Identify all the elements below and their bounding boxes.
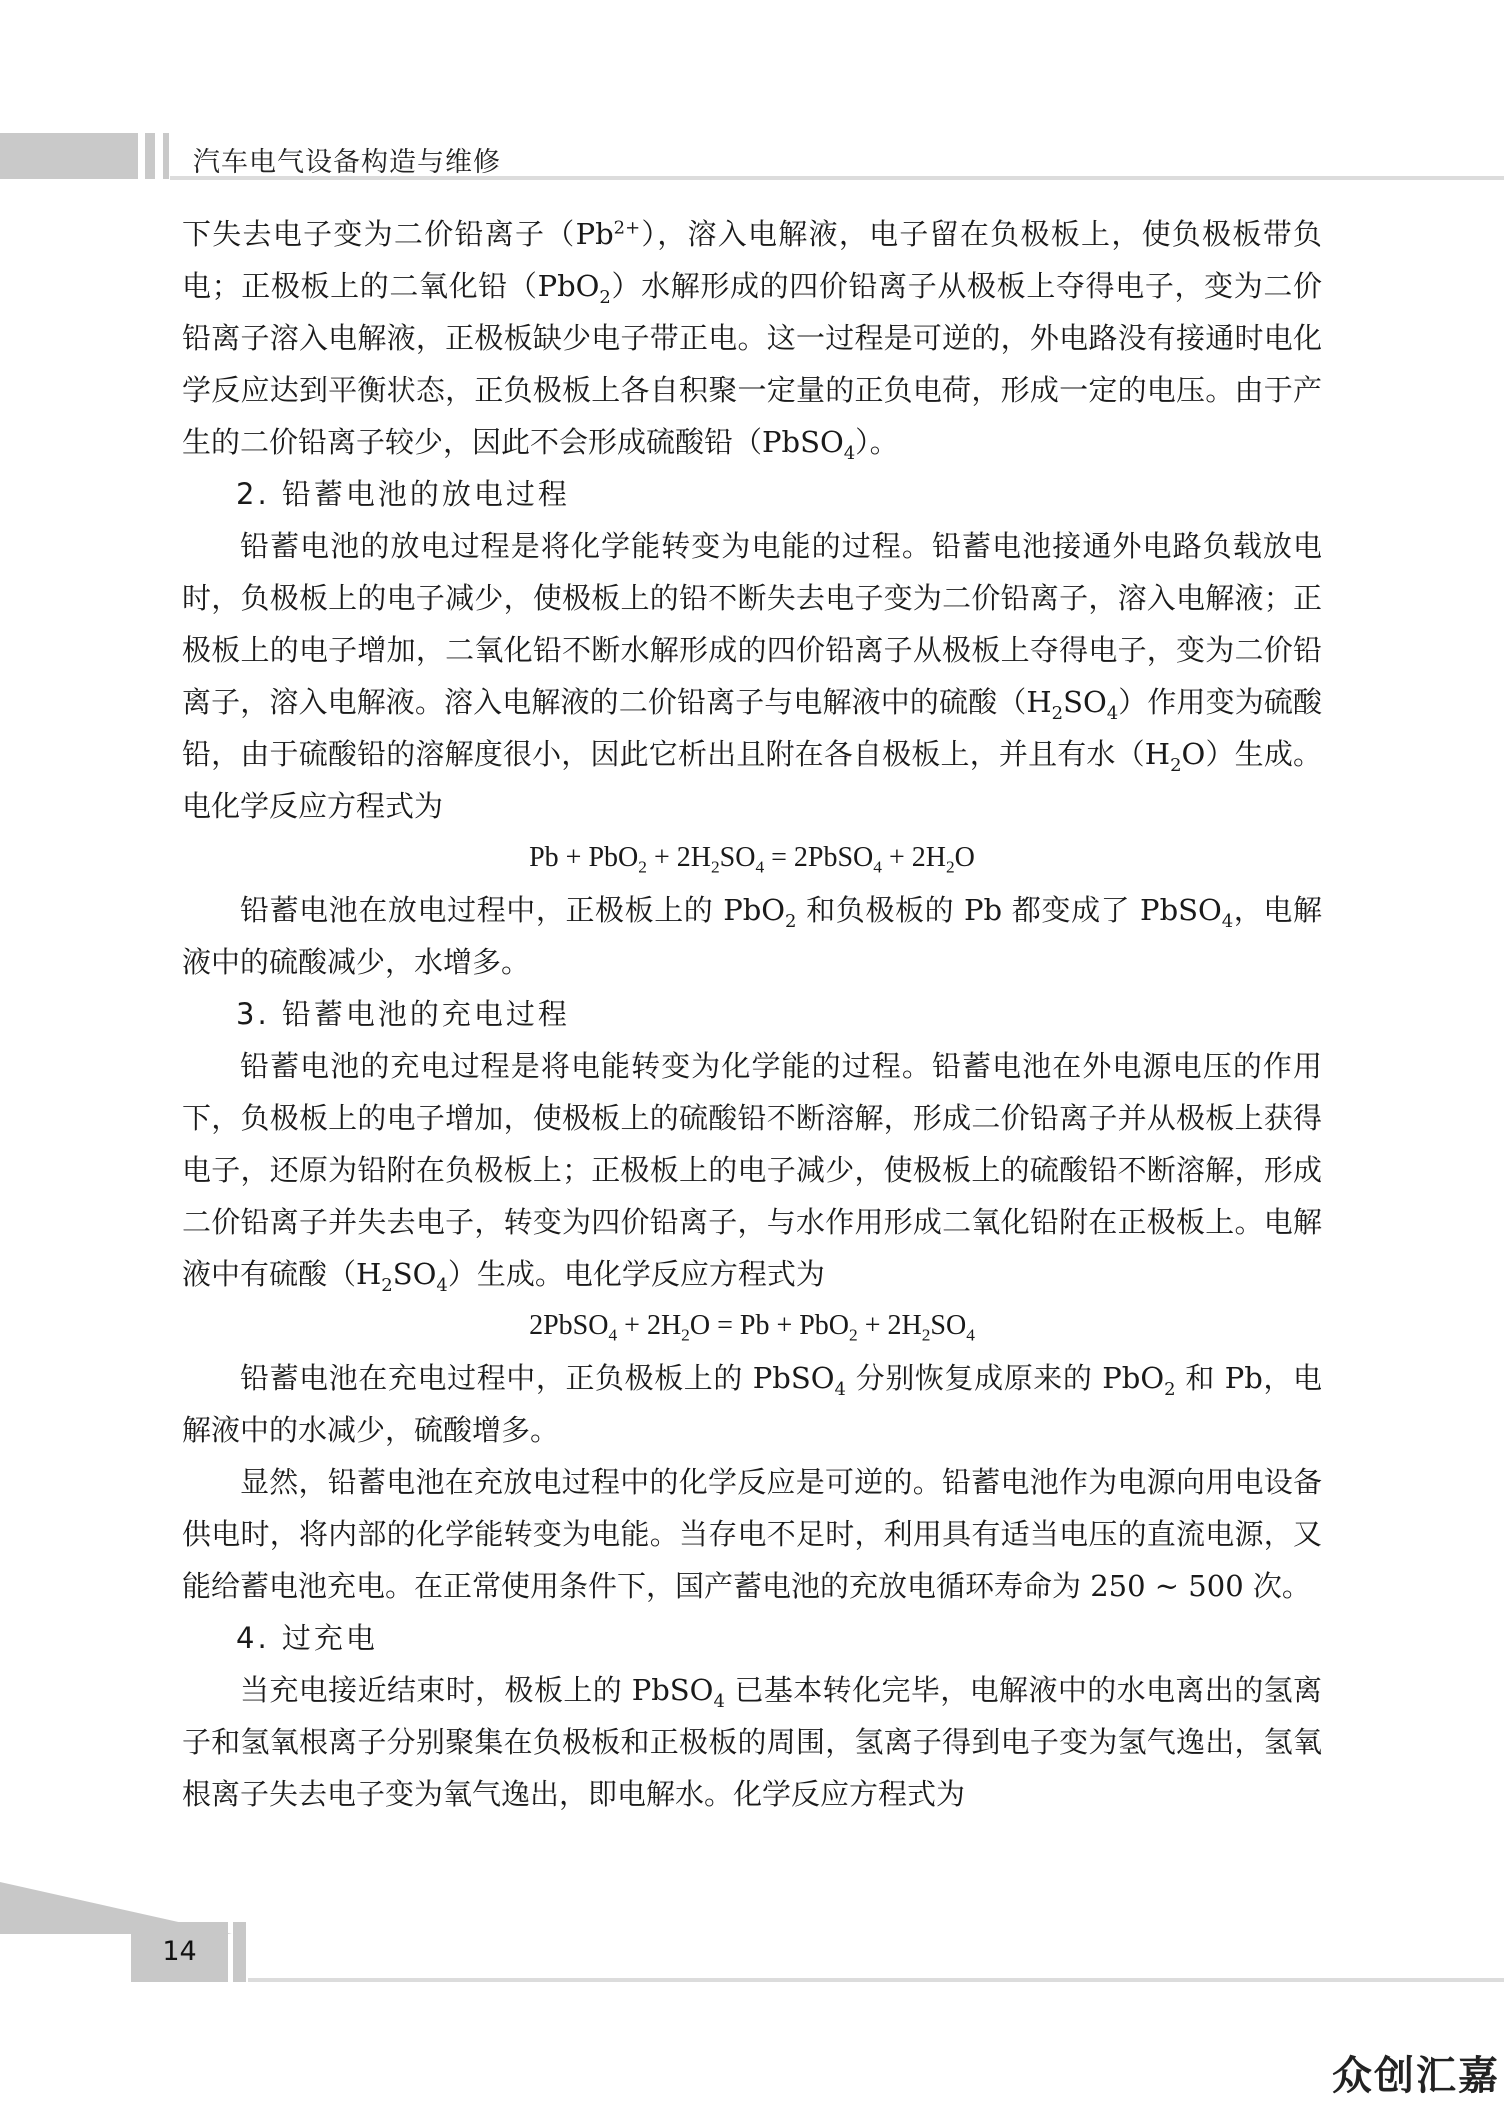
header-band-block bbox=[0, 133, 138, 179]
equation-discharge: $Pb + PbO_2 + 2H_2SO_4$ = 2PbSO$_4$ + $2H_2O$ bbox=[529, 842, 975, 877]
running-header-title: 汽车电气设备构造与维修 bbox=[193, 147, 501, 178]
section-heading-overcharge: 4. 过充电 bbox=[236, 1621, 378, 1655]
paragraph-overcharge: 当充电接近结束时，极板上的 PbSO$_4$ 已基本转化完毕，电解液中的水电离出的氢离子和氢氧根离子分别聚集在负极板和正极板的周围，氢离子得到电子变为氢气逸出，氢氧根离子失去电子变为氧气逸出，即电解水。化学反应方程式为 bbox=[182, 1673, 1322, 1811]
footer-bar bbox=[233, 1922, 246, 1982]
page-number: 14 bbox=[162, 1936, 197, 1967]
paragraph-cycle-life: 显然，铅蓄电池在充放电过程中的化学反应是可逆的。铅蓄电池作为电源向用电设备供电时，将内部的化学能转变为电能。当存电不足时，利用具有适当电压的直流电源，又能给蓄电池充电。在正常使用条件下，国产蓄电池的充放电循环寿命为 250 ~ 500 次。 bbox=[182, 1465, 1322, 1603]
section-heading-discharge: 2. 铅蓄电池的放电过程 bbox=[236, 477, 570, 511]
section-heading-charge: 3. 铅蓄电池的充电过程 bbox=[236, 997, 570, 1031]
paragraph-discharge: 铅蓄电池的放电过程是将化学能转变为电能的过程。铅蓄电池接通外电路负载放电时，负极板上的电子减少，使极板上的铅不断失去电子变为二价铅离子，溶入电解液；正极板上的电子增加，二氧化铅不断水解形成的四价铅离子从极板上夺得电子，变为二价铅离子，溶入电解液。溶入电解液的二价铅离子与电解液中的硫酸$(H_2SO_4)$作用变为硫酸铅，由于硫酸铅的溶解度很小，因此它析出且附在各自极板上，并且有水$(H_2O)$生成。电化学反应方程式为 bbox=[182, 529, 1322, 823]
paragraph-intro: 下失去电子变为二价铅离子$(Pb^{2+})$，溶入电解液，电子留在负极板上，使负极板带负电；正极板上的二氧化铅（PbO$_2$）水解形成的四价铅离子从极板上夺得电子，变为二价铅离子溶入电解液，正极板缺少电子带正电。这一过程是可逆的，外电路没有接通时电化学反应达到平衡状态，正负极板上各自积聚一定量的正负电荷，形成一定的电压。由于产生的二价铅离子较少，因此不会形成硫酸铅（PbSO$_4$）。 bbox=[182, 217, 1322, 464]
equation-charge: 2PbSO$_4$ + $2H_2O = Pb + PbO_2 + 2H_2SO_4$ bbox=[529, 1310, 975, 1345]
watermark-logo: 众创汇嘉 bbox=[1332, 2053, 1500, 2099]
footer-rule bbox=[248, 1978, 1504, 1982]
paragraph-charge-result: 铅蓄电池在充电过程中，正负极板上的 PbSO$_4$ 分别恢复成原来的 PbO$_2$ 和 Pb，电解液中的水减少，硫酸增多。 bbox=[182, 1361, 1323, 1447]
paragraph-discharge-result: 铅蓄电池在放电过程中，正极板上的 PbO$_2$ 和负极板的 Pb 都变成了 PbSO$_4$，电解液中的硫酸减少，水增多。 bbox=[182, 893, 1322, 979]
page-body bbox=[182, 208, 1322, 1820]
paragraph-charge: 铅蓄电池的充电过程是将电能转变为化学能的过程。铅蓄电池在外电源电压的作用下，负极板上的电子增加，使极板上的硫酸铅不断溶解，形成二价铅离子并从极板上获得电子，还原为铅附在负极板上；正极板上的电子减少，使极板上的硫酸铅不断溶解，形成二价铅离子并失去电子，转变为四价铅离子，与水作用形成二氧化铅附在正极板上。电解液中有硫酸$(H_2SO_4)$生成。电化学反应方程式为 bbox=[182, 1049, 1322, 1296]
header-bar-thick bbox=[145, 133, 155, 179]
header-bar-thin bbox=[163, 133, 169, 179]
